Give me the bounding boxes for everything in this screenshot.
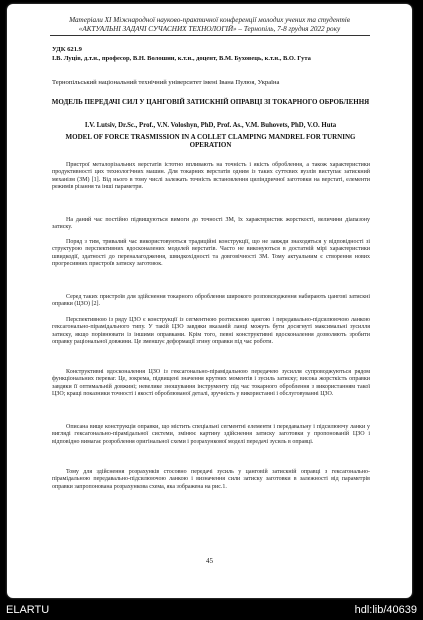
document-page [7,4,412,598]
udc-code: УДК 621.9 [52,46,82,53]
title-ua: МОДЕЛЬ ПЕРЕДАЧІ СИЛ У ЦАНГОВІЙ ЗАТИСКНІЙ ОПРАВЦІ ЗІ ТОКАРНОГО ОБРОБЛЕННЯ [51,98,370,106]
paragraph-6: Конструктивні вдосконалення ЦЗО із гексагонально-пірамідальною передачею зусилля супроводжуються рядом функціональних переваг. Це, зокрема, підвищені значення крутних моментів і зусиль затиску; висока жорсткість оправки завдяки її оптимальній довжині; невелике зношування інструменту під час токарного оброблення з використанням такої ЦЗО; кращі показники точності і якості оброблюваної деталі, зручність у використанні і обслуговуванні ЦЗО. [52,369,370,398]
header-line-1: Матеріали XI Міжнародної науково-практичної конференції молодих учених та студентів [69,16,350,24]
paragraph-4: Серед таких пристроїв для здійснення токарного оброблення широкого розповсюдження набирають цангові затискні оправки (ЦЗО) [2]. [52,294,370,308]
paragraph-3: Поряд з тим, тривалий час використовуються традиційні конструкції, що не завжди знаходяться у відповідності зі структурою перспективних вдосконалених моделей верстатів. Часто не виконуються в достатній мірі характеристики швидкодії, здатності до переналагодження, швидкохідності та довговічності ЗМ. Тому актуальним є створення нових прогресивних пристроїв затиску заготовок. [52,239,370,268]
authors-en: I.V. Lutsiv, Dr.Sc., Prof., V.N. Voloshyn, PhD, Prof. As., V.M. Buhovets, PhD, V.O. Huta [84,122,337,129]
conference-header [7,16,412,33]
paragraph-8: Тому для здійснення розрахунків стосовно передачі зусиль у цанговій затискній оправці з гексагонально-пірамідальною передавально-підсилюючою ланкою і визначення сили затиску заготовки в залежності від параметрів оправки запропонована розрахункова схема, яка зображена на рис.1. [52,469,370,490]
repository-label: ELARTU [6,604,50,616]
paragraph-7: Описана вище конструкція оправки, що містить спеціальні сегментні елементи і передавальну і підсилюючу ланки у вигляді гексагонально-пірамідальної системи, змінює картину здійснення затиску заготовки у пропонованій ЦЗО і відповідно вимагає розроблення оригінальної схеми і розрахункової моделі передачі зусиль в оправці. [52,424,370,445]
affiliation: Тернопільський національний технічний університет імені Івана Пулюя, Україна [52,79,280,86]
header-line-2: «АКТУАЛЬНІ ЗАДАЧІ СУЧАСНИХ ТЕХНОЛОГІЙ» – Тернопіль, 7-8 грудня 2022 року [78,24,341,33]
paragraph-1: Пристрої металорізальних верстатів істотно впливають на точність і якість оброблення, а також характеристики продуктивності цих технологічних машин. Для токарних верстатів одним із таких суттєвих вузлів виступає затискний механізм (ЗМ) [1]. Від нього в тому числі залежать точність встановлення циліндричної заготовки на верстаті, елементи режимів різання та інші параметри. [52,162,370,191]
paragraph-2: На даний час постійно підвищуються вимоги до точності ЗМ, їх характеристик жорсткості, величини діапазону затиску. [52,217,370,231]
handle-label[interactable]: hdl:lib/40639 [354,604,417,616]
authors-ua: І.В. Луців, д.т.н., професор, В.Н. Волошин, к.т.н., доцент, В.М. Буховець, к.т.н., В.О. Гута [52,55,311,62]
header-divider [50,35,370,36]
page-number: 45 [206,557,213,565]
paragraph-5: Перспективною із ряду ЦЗО є конструкції із сегментною розтискною цангою і передавально-підсилюючою ланкою гексагонально-пірамідального типу. У такій ЦЗО завдяки вказаній ланці можуть бути досягнуті максимальні зусилля затиску, якщо порівнювати із іншими оправками. Крім того, певні конструктивні вдосконалення дозволяють зробити оправку раціональної довжини. Це зменшує деформації згину оправки під час роботи. [52,317,370,346]
title-en: MODEL OF FORCE TRASMISSION IN A COLLET CLAMPING MANDREL FOR TURNING OPERATION [65,133,356,150]
